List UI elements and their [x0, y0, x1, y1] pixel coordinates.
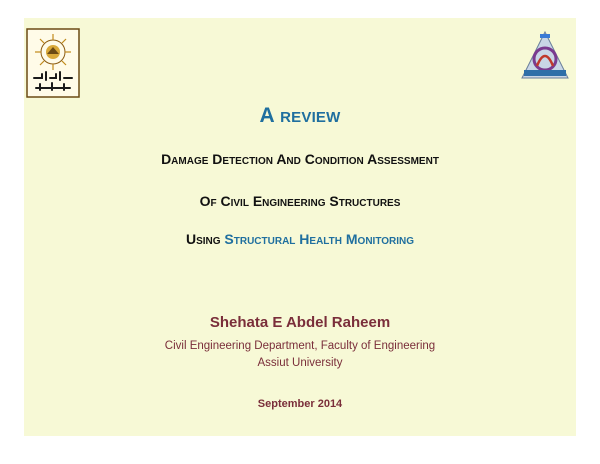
subtitle-line-3	[24, 231, 576, 247]
subtitle-line-1: Damage Detection And Condition Assessment	[161, 151, 439, 167]
subtitle-line-2: Of Civil Engineering Structures	[199, 193, 401, 209]
department-text: Civil Engineering Department, Faculty of Engineering	[164, 340, 436, 352]
faculty-logo-icon	[518, 26, 572, 82]
slide-background	[24, 18, 576, 436]
university-text: Assiut University	[257, 357, 343, 369]
subtitle-highlight: Structural Health Monitoring	[224, 231, 415, 247]
subtitle-prefix: Using	[185, 231, 221, 247]
presentation-title: A review	[259, 104, 341, 127]
university-logo-icon	[26, 28, 80, 98]
date-text: September 2014	[257, 398, 343, 410]
author-name: Shehata E Abdel Raheem	[209, 314, 391, 331]
